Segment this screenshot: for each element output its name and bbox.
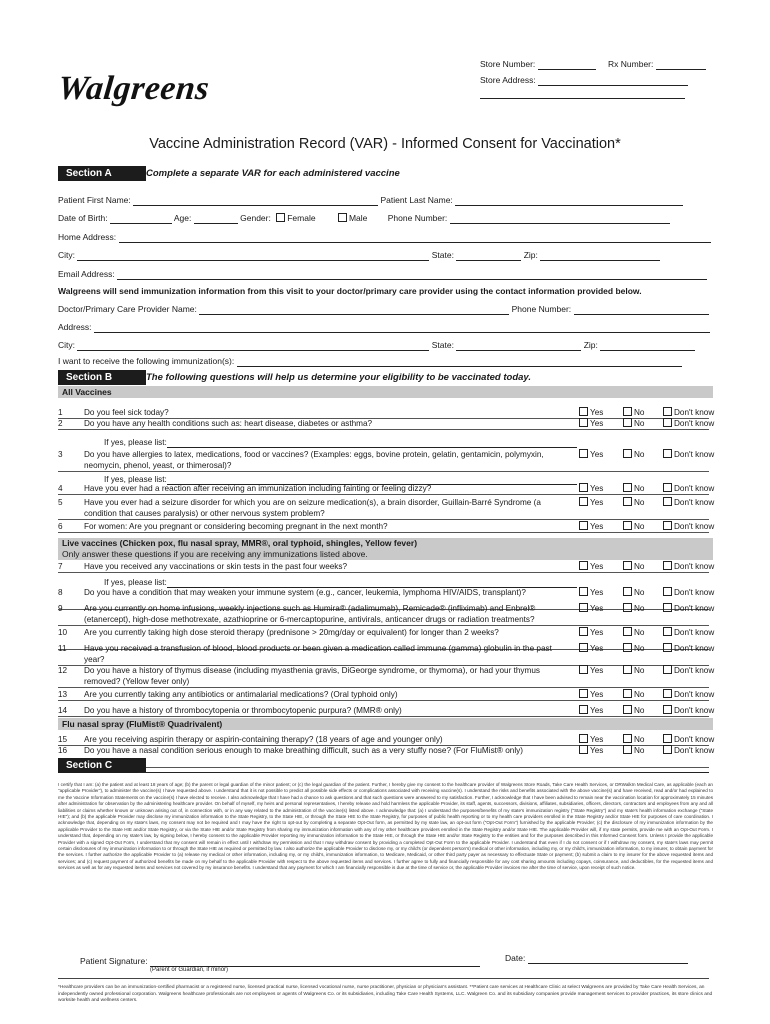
question-separator (58, 625, 709, 626)
dont-know-label: Don't know (674, 628, 715, 637)
doctor-row (58, 303, 709, 315)
male-label: Male (348, 213, 368, 223)
question-separator (58, 572, 709, 573)
no-checkbox[interactable] (623, 734, 632, 743)
dob-row (58, 212, 670, 224)
answer-options (576, 449, 714, 460)
dont-know-checkbox[interactable] (663, 643, 672, 652)
no-label: No (634, 604, 645, 613)
rx-number-field[interactable] (656, 59, 706, 70)
immunization-row (58, 355, 682, 367)
dont-know-label: Don't know (674, 706, 715, 715)
no-label: No (634, 562, 645, 571)
question-text: Do you have a history of thymus disease (including myasthenia gravis, DiGeorge syndrome, or thymoma), or had your thymus removed? (Yellow fever only) (84, 666, 540, 686)
email-field[interactable] (117, 269, 707, 280)
signature-field[interactable] (150, 956, 480, 967)
answer-options (576, 627, 714, 638)
question-number: 3 (58, 450, 63, 459)
state-field[interactable] (456, 250, 521, 261)
store-address-row (480, 74, 688, 86)
if-yes-label: If yes, please list: (104, 438, 167, 447)
yes-label: Yes (590, 408, 604, 417)
no-label: No (634, 419, 645, 428)
no-checkbox[interactable] (623, 705, 632, 714)
female-label: Female (287, 213, 316, 223)
yes-checkbox[interactable] (579, 734, 588, 743)
no-label: No (634, 484, 645, 493)
dont-know-label: Don't know (674, 408, 715, 417)
yes-label: Yes (590, 588, 604, 597)
date-row (505, 952, 688, 964)
question-text: Are you currently taking any antibiotics or antimalarial medications? (Oral typhoid only) (84, 690, 398, 699)
dont-know-label: Don't know (674, 604, 715, 613)
yes-checkbox[interactable] (579, 603, 588, 612)
doctor-address-label: Address: (58, 322, 92, 332)
no-checkbox[interactable] (623, 561, 632, 570)
no-checkbox[interactable] (623, 587, 632, 596)
question-text: Do you have a condition that may weaken your immune system (e.g., cancer, leukemia, lymphoma HIV/AIDS, transplant)? (84, 588, 526, 597)
yes-checkbox[interactable] (579, 627, 588, 636)
question-text: Do you feel sick today? (84, 408, 169, 417)
yes-label: Yes (590, 666, 604, 675)
age-field[interactable] (194, 213, 238, 224)
dont-know-label: Don't know (674, 746, 715, 755)
yes-label: Yes (590, 690, 604, 699)
dont-know-label: Don't know (674, 690, 715, 699)
date-field[interactable] (528, 953, 688, 964)
pcp-notice: Walgreens will send immunization information from this visit to your doctor/primary care provider using the contact information provided below. (58, 286, 642, 296)
zip-label: Zip: (523, 250, 538, 260)
yes-checkbox[interactable] (579, 407, 588, 416)
no-label: No (634, 588, 645, 597)
section-a-description: Complete a separate VAR for each administered vaccine (146, 168, 400, 179)
question-number: 13 (58, 690, 68, 699)
footer-divider (58, 978, 709, 979)
doctor-state-label: State: (431, 340, 454, 350)
dont-know-checkbox[interactable] (663, 745, 672, 754)
female-checkbox[interactable] (276, 213, 285, 222)
question-text: Are you currently taking high dose steroid therapy (prednisone > 20mg/day or equivalent) for longer than 2 weeks? (84, 628, 499, 637)
dont-know-checkbox[interactable] (663, 561, 672, 570)
flu-nasal-label: Flu nasal spray (FluMist® Quadrivalent) (62, 719, 223, 729)
date-label: Date: (505, 953, 526, 963)
male-checkbox[interactable] (338, 213, 347, 222)
city-field[interactable] (77, 250, 429, 261)
question-number: 14 (58, 706, 68, 715)
answer-options (576, 734, 714, 745)
doctor-address-field[interactable] (94, 322, 710, 333)
patient-first-name-field[interactable] (133, 195, 378, 206)
if-yes-label: If yes, please list: (104, 475, 167, 484)
yes-label: Yes (590, 746, 604, 755)
question-text: Have you ever had a seizure disorder for which you are on seizure medication(s), a brain disorder, Guillain-Barré Syndrome (a condition that causes paralysis) or other nervous system problem? (84, 498, 541, 518)
yes-label: Yes (590, 628, 604, 637)
dont-know-label: Don't know (674, 498, 715, 507)
zip-field[interactable] (540, 250, 660, 261)
phone-label: Phone Number: (387, 213, 448, 223)
store-address-field[interactable] (538, 75, 688, 86)
city-label: City: (58, 250, 75, 260)
question-text: Have you ever had a reaction after receiving an immunization including fainting or feeling dizzy? (84, 484, 432, 493)
yes-checkbox[interactable] (579, 561, 588, 570)
answer-options (576, 521, 714, 532)
patient-first-name-label: Patient First Name: (58, 195, 131, 205)
answer-options (576, 407, 714, 418)
yes-label: Yes (590, 484, 604, 493)
question-separator (58, 687, 709, 688)
answer-options (576, 603, 714, 614)
question-number: 10 (58, 628, 68, 637)
answer-options (576, 745, 714, 756)
answer-options (576, 483, 714, 494)
doctor-city-field[interactable] (77, 340, 429, 351)
question-number: 1 (58, 408, 63, 417)
if-yes-label: If yes, please list: (104, 578, 167, 587)
question-separator (58, 519, 709, 520)
doctor-state-field[interactable] (456, 340, 581, 351)
dont-know-checkbox[interactable] (663, 665, 672, 674)
dont-know-checkbox[interactable] (663, 521, 672, 530)
question-number: 5 (58, 498, 63, 507)
no-checkbox[interactable] (623, 483, 632, 492)
dont-know-checkbox[interactable] (663, 587, 672, 596)
question-number: 15 (58, 735, 68, 744)
store-number-row (480, 58, 706, 70)
no-label: No (634, 522, 645, 531)
yes-label: Yes (590, 450, 604, 459)
question-number: 2 (58, 419, 63, 428)
dont-know-label: Don't know (674, 666, 715, 675)
footnote: *Healthcare providers can be an immunization-certified pharmacist or a registered nurse, licensed practical nurse, licensed vocational nurse, nurse practitioner, physician or physician's assistant. **Patient care services at Healthcare Clinic at select Walgreens are provided by Take Care Health Services, an independently owned professional corporation. Walgreens healthcare professionals are not employees or agents of Walgreens Co. or its subsidiaries, including Take Care Health Systems, LLC. Walgreen Co. and its subsidiary companies provide management services to provider practices, its store clinics and worksite health and wellness centers. (58, 985, 713, 1003)
answer-options (576, 587, 714, 598)
dont-know-checkbox[interactable] (663, 689, 672, 698)
question-separator (58, 767, 709, 768)
question-number: 7 (58, 562, 63, 571)
question-number: 12 (58, 666, 68, 675)
question-separator (58, 429, 709, 430)
section-c-divider (138, 772, 709, 773)
no-label: No (634, 666, 645, 675)
answer-options (576, 689, 714, 700)
section-b-description: The following questions will help us determine your eligibility to be vaccinated today. (146, 372, 531, 383)
no-checkbox[interactable] (623, 665, 632, 674)
answer-options (576, 561, 714, 572)
yes-checkbox[interactable] (579, 643, 588, 652)
doctor-phone-label: Phone Number: (511, 304, 572, 314)
no-checkbox[interactable] (623, 418, 632, 427)
question-text: Are you receiving aspirin therapy or aspirin-containing therapy? (18 years of age and younger only) (84, 735, 443, 744)
no-checkbox[interactable] (623, 745, 632, 754)
no-checkbox[interactable] (623, 689, 632, 698)
immunization-field[interactable] (237, 356, 682, 367)
yes-checkbox[interactable] (579, 705, 588, 714)
yes-checkbox[interactable] (579, 483, 588, 492)
doctor-field[interactable] (199, 304, 509, 315)
yes-label: Yes (590, 644, 604, 653)
immunization-label: I want to receive the following immunization(s): (58, 356, 235, 366)
answer-options (576, 643, 714, 654)
patient-name-row (58, 194, 683, 206)
no-checkbox[interactable] (623, 407, 632, 416)
live-vaccines-bar (58, 538, 713, 560)
dont-know-checkbox[interactable] (663, 418, 672, 427)
question-number: 9 (58, 604, 63, 613)
dont-know-checkbox[interactable] (663, 734, 672, 743)
yes-checkbox[interactable] (579, 745, 588, 754)
store-address-label: Store Address: (480, 75, 536, 85)
no-label: No (634, 498, 645, 507)
if-yes-field[interactable] (167, 438, 577, 448)
question-text: Have you received a transfusion of blood, blood products or been given a medication called immune (gamma) globulin in the past year? (84, 644, 552, 664)
home-address-label: Home Address: (58, 232, 117, 242)
question-separator (58, 700, 709, 701)
dont-know-label: Don't know (674, 588, 715, 597)
answer-options (576, 497, 714, 508)
no-label: No (634, 746, 645, 755)
email-label: Email Address: (58, 269, 115, 279)
walgreens-logo: Walgreens (56, 70, 212, 107)
question-separator (58, 716, 709, 717)
all-vaccines-bar (58, 386, 713, 398)
doctor-zip-field[interactable] (600, 340, 695, 351)
section-c-header: Section C (58, 758, 146, 773)
yes-label: Yes (590, 706, 604, 715)
dont-know-checkbox[interactable] (663, 483, 672, 492)
phone-field[interactable] (450, 213, 670, 224)
doctor-phone-field[interactable] (574, 304, 709, 315)
live-vaccines-label: Live vaccines (Chicken pox, flu nasal spray, MMR®, oral typhoid, shingles, Yellow fever) (62, 538, 418, 548)
answer-options (576, 418, 714, 429)
no-label: No (634, 735, 645, 744)
city-row (58, 249, 660, 261)
store-address-line-2[interactable] (480, 98, 685, 99)
doctor-city-row (58, 339, 695, 351)
dont-know-checkbox[interactable] (663, 407, 672, 416)
doctor-label: Doctor/Primary Care Provider Name: (58, 304, 197, 314)
signature-label: Patient Signature: (80, 956, 148, 966)
store-number-label: Store Number: (480, 59, 536, 69)
question-number: 6 (58, 522, 63, 531)
question-text: Do you have any health conditions such as: heart disease, diabetes or asthma? (84, 419, 373, 428)
question-separator (58, 494, 709, 495)
dont-know-label: Don't know (674, 735, 715, 744)
yes-checkbox[interactable] (579, 418, 588, 427)
dont-know-checkbox[interactable] (663, 449, 672, 458)
question-text: Have you received any vaccinations or skin tests in the past four weeks? (84, 562, 348, 571)
if-yes-row (104, 437, 577, 448)
dont-know-label: Don't know (674, 644, 715, 653)
doctor-address-row (58, 321, 710, 333)
question-text: For women: Are you pregnant or considering becoming pregnant in the next month? (84, 522, 388, 531)
question-text: Do you have a history of thrombocytopenia or thrombocytopenic purpura? (MMR® only) (84, 706, 402, 715)
question-number: 8 (58, 588, 63, 597)
age-label: Age: (173, 213, 192, 223)
no-label: No (634, 706, 645, 715)
patient-last-name-field[interactable] (455, 195, 683, 206)
store-number-field[interactable] (538, 59, 596, 70)
dob-field[interactable] (110, 213, 172, 224)
yes-label: Yes (590, 735, 604, 744)
rx-number-label: Rx Number: (608, 59, 654, 69)
yes-checkbox[interactable] (579, 587, 588, 596)
question-number: 16 (58, 746, 68, 755)
answer-options (576, 705, 714, 716)
dont-know-label: Don't know (674, 419, 715, 428)
email-row (58, 268, 707, 280)
home-address-row (58, 231, 711, 243)
question-separator (58, 471, 709, 472)
yes-label: Yes (590, 498, 604, 507)
yes-checkbox[interactable] (579, 665, 588, 674)
no-label: No (634, 408, 645, 417)
question-text: Do you have a nasal condition serious enough to make breathing difficult, such as a very stuffy nose? (For FluMist® only) (84, 746, 523, 755)
no-checkbox[interactable] (623, 521, 632, 530)
no-label: No (634, 690, 645, 699)
no-checkbox[interactable] (623, 497, 632, 506)
yes-label: Yes (590, 604, 604, 613)
section-a-header: Section A (58, 166, 146, 181)
no-label: No (634, 628, 645, 637)
patient-last-name-label: Patient Last Name: (380, 195, 453, 205)
state-label: State: (431, 250, 454, 260)
all-vaccines-label: All Vaccines (62, 387, 112, 397)
yes-checkbox[interactable] (579, 449, 588, 458)
yes-label: Yes (590, 522, 604, 531)
section-b-header: Section B (58, 370, 146, 385)
answer-options (576, 665, 714, 676)
consent-text: I certify that I am: (a) the patient and at least 18 years of age; (b) the parent or legal guardian of the minor patient; or (c) the legal guardian of the patient. Further, I hereby give my consent to the healthcare provider of Walgreens Store Roads, Take Care Health Services, or DRWalkIn Medical Care, as applicable (each an "applicable Provider"), to administer the vaccine(s) I have requested above. I understand that it is not possible to predict all possible side effects or complications associated with receiving vaccine(s). I understand the risks and benefits associated with the above vaccine(s) and have received, read and/or had explained to me the Vaccine Information Statements on the vaccine(s) I have elected to receive. I also acknowledge that I have had a chance to ask questions and that such questions were answered to my satisfaction. Further, I acknowledge that I have been advised to remain near the vaccination location for approximately 15 minutes after administration for observation by the administering healthcare provider. On behalf of myself, my heirs and personal representatives, I hereby release and hold harmless the applicable Provider, its staff, agents, successors, divisions, affiliates, subsidiaries, officers, directors, contractors and employees from any and all liabilities or claims whether known or unknown arising out of, in connection with, or in any way related to the administration of the vaccine(s) listed above. I acknowledge that: (a) I understand the purposes/benefits of my state's immunization registry ("State Registry") and my state's health information exchange ("State HIE"); and (b) the applicable Provider may disclose my immunization information to the State Registry, to the State HIE, or through the State HIE to the State Registry, for purposes of public health reporting or to my health care providers enrolled in the State Registry and/or State HIE for purposes of care coordination. I acknowledge that, depending on my state's laws, my consent may not be required and I may have the right to opt-out by completing a separate Opt-Out form, as permitted by my state law, an opt-out form ("Opt-Out Form") furnished by the applicable Provider; (c) the disclosure of my immunization information by the applicable Provider to the State HIE and/or State Registry, or via the State HIE and/or State Registry from sharing my immunization information with any of my other healthcare providers enrolled in the State Registry and/or State HIE. The applicable Provider will, if my state permits, provide me with an Opt-Out Form. I understand that, depending on my state's law, by signing below, I hereby consent to the applicable Provider reporting my immunization information to the State HIE, or through the State HIE and/or State Registry to the entities and for the purposes described in this Informed Consent form. Unless I provide the applicable Provider with a signed Opt-Out Form, I understand that my consent will remain in effect until I withdraw my permission and that I may withdraw consent by providing a completed Opt-Out Form to the applicable Provider. I understand that even if I do not consent or if I withdraw my consent, my state's laws may permit certain disclosures of my immunization information to or through the State HIE as required or permitted by law. I also authorize the applicable Provider to disclose my, or my child's (or dependent person's) medical or other information, including my, or my child's, immunization information, to my insurer, to obtain payment for the services. I further authorize the applicable Provider to (a) release my medical or other information, including my, or my child's, immunization information, to Medicare, Medicaid, or other third party payer as necessary to effectuate State or payment; (b) submit a claim to my insurer for the above requested items and services; and (c) request payment of authorized benefits be made on my behalf to the applicable Provider with respect to the above requested items and services. I further agree to fully and financially responsible for any cost sharing amounts including copays, coinsurance, and deductibles, for the requested items and services as well as for any requested items and services not covered by my insurance benefits. I understand that any payment for which I am financially responsible is due at the time of service or, the applicable Provider invoices me after the time of service, upon receipt of such notice. (58, 782, 713, 871)
question-separator (58, 532, 709, 533)
yes-checkbox[interactable] (579, 521, 588, 530)
dont-know-checkbox[interactable] (663, 627, 672, 636)
page-title: Vaccine Administration Record (VAR) - Informed Consent for Vaccination* (149, 136, 621, 152)
dont-know-checkbox[interactable] (663, 603, 672, 612)
dont-know-checkbox[interactable] (663, 497, 672, 506)
home-address-field[interactable] (119, 232, 711, 243)
yes-checkbox[interactable] (579, 497, 588, 506)
dont-know-label: Don't know (674, 484, 715, 493)
question-number: 4 (58, 484, 63, 493)
dont-know-label: Don't know (674, 522, 715, 531)
no-checkbox[interactable] (623, 449, 632, 458)
yes-label: Yes (590, 419, 604, 428)
signature-sub-label: (Parent or Guardian, if minor) (150, 967, 229, 973)
live-vaccines-note: Only answer these questions if you are receiving any immunizations listed above. (62, 549, 368, 559)
dont-know-label: Don't know (674, 450, 715, 459)
question-text: Are you currently on home infusions, weekly injections such as Humira® (adalimumab), Remicade® (infliximab) and Enbrel® (etanercept), high-dose methotrexate, azathioprine or 6-mercaptopurine, antivirals, anticancer drugs or radiation treatments? (84, 604, 536, 624)
gender-label: Gender: (240, 213, 271, 223)
dob-label: Date of Birth: (58, 213, 108, 223)
question-number: 11 (58, 644, 67, 653)
dont-know-checkbox[interactable] (663, 705, 672, 714)
doctor-zip-label: Zip: (583, 340, 598, 350)
yes-label: Yes (590, 562, 604, 571)
question-text: Do you have allergies to latex, medications, food or vaccines? (Examples: eggs, bovine protein, gelatin, gentamicin, polymyxin, neomycin, phenol, yeast, or thimerosal)? (84, 450, 544, 470)
yes-checkbox[interactable] (579, 689, 588, 698)
no-checkbox[interactable] (623, 627, 632, 636)
no-label: No (634, 450, 645, 459)
doctor-city-label: City: (58, 340, 75, 350)
flu-nasal-bar (58, 718, 713, 730)
no-checkbox[interactable] (623, 603, 632, 612)
no-checkbox[interactable] (623, 643, 632, 652)
signature-row (80, 955, 480, 967)
no-label: No (634, 644, 645, 653)
dont-know-label: Don't know (674, 562, 715, 571)
